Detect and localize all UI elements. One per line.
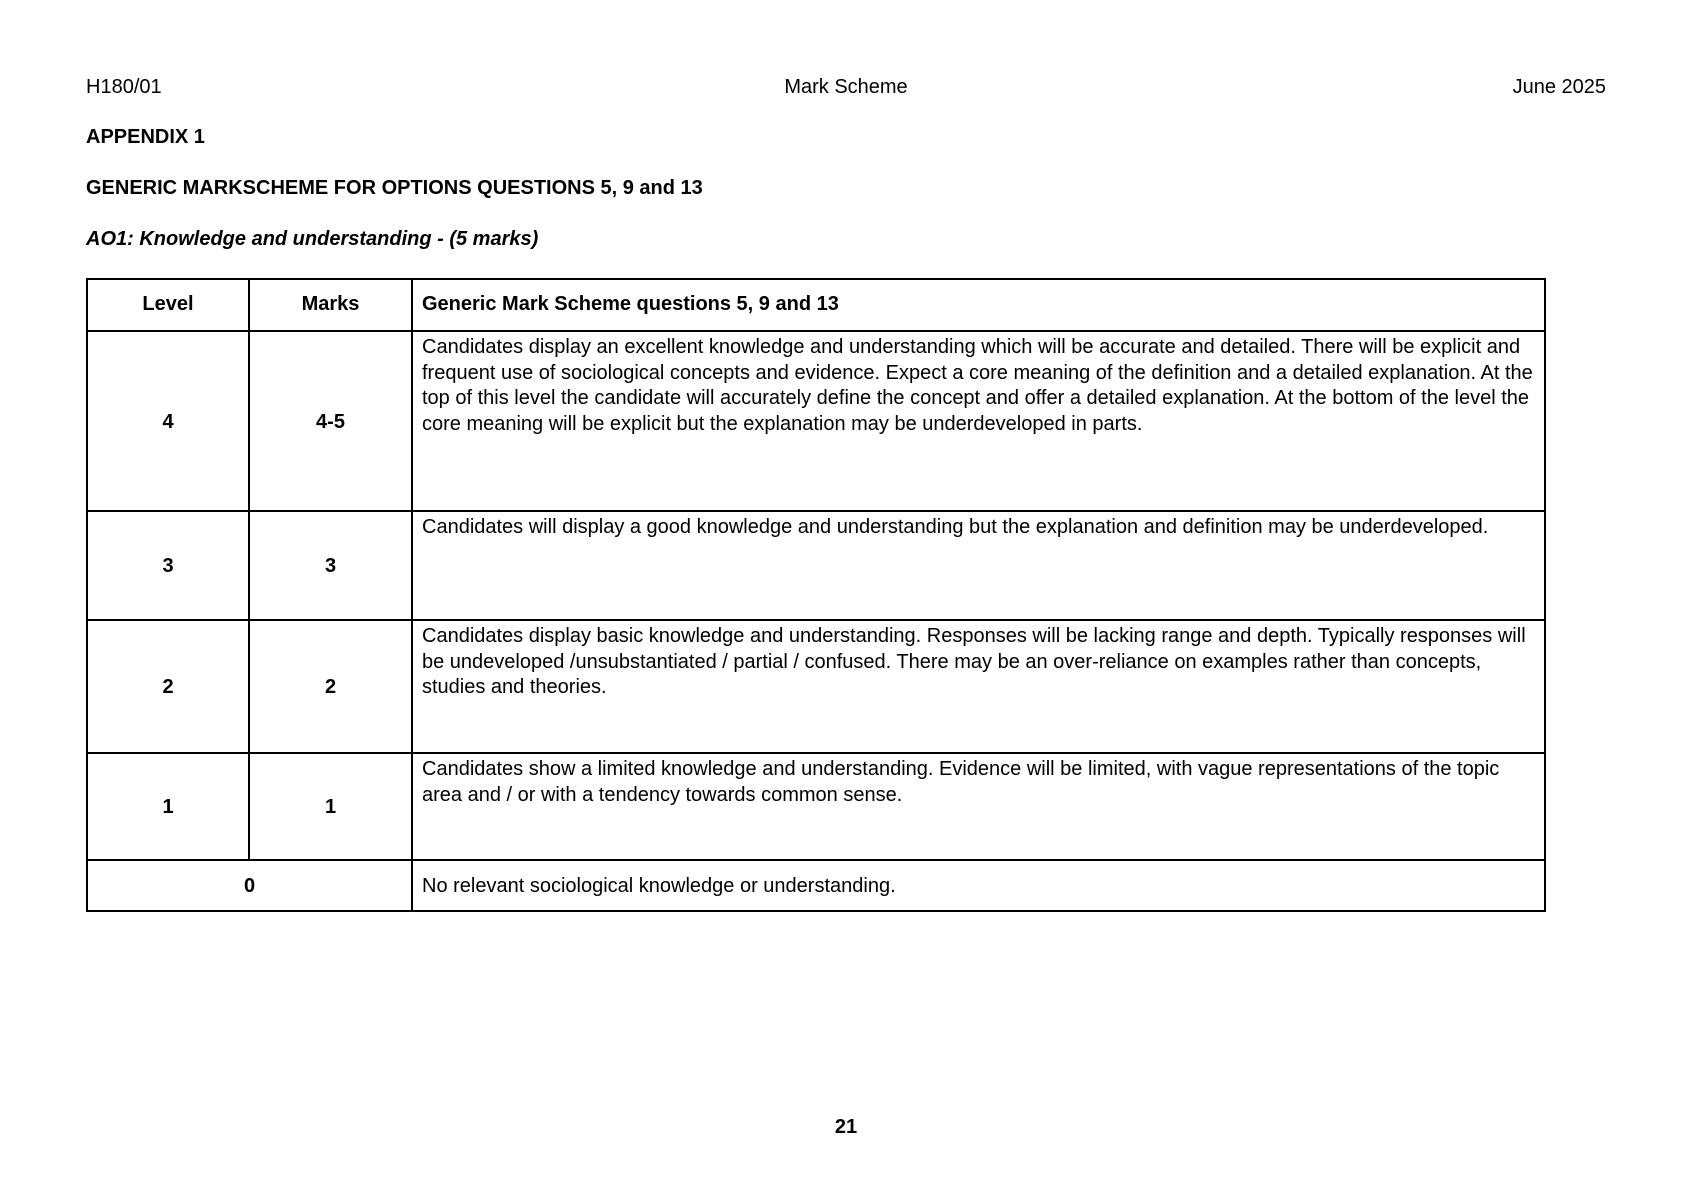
column-header: Level	[87, 279, 249, 331]
appendix-title: APPENDIX 1	[86, 126, 205, 148]
section-subheading: AO1: Knowledge and understanding - (5 marks)	[86, 228, 539, 250]
doc-code: H180/01	[86, 76, 162, 98]
doc-date: June 2025	[1512, 76, 1606, 98]
level-cell: 0	[87, 860, 412, 911]
table-header-row	[87, 279, 1545, 331]
doc-title: Mark Scheme	[784, 76, 908, 98]
table-row	[87, 620, 1545, 753]
marks-cell: 4-5	[249, 331, 412, 511]
table-row-zero	[87, 860, 1545, 911]
column-header: Generic Mark Scheme questions 5, 9 and 13	[412, 279, 1545, 331]
table-row	[87, 511, 1545, 620]
mark-scheme-table	[86, 278, 1546, 912]
table-row	[87, 753, 1545, 860]
level-cell: 3	[87, 511, 249, 620]
descriptor-cell: No relevant sociological knowledge or understanding.	[412, 860, 1545, 911]
page-number: 21	[834, 1116, 858, 1138]
level-cell: 2	[87, 620, 249, 753]
column-header: Marks	[249, 279, 412, 331]
marks-cell: 1	[249, 753, 412, 860]
descriptor-cell: Candidates show a limited knowledge and understanding. Evidence will be limited, with vague representations of the topic area and / or with a tendency towards common sense.	[412, 753, 1545, 860]
marks-cell: 3	[249, 511, 412, 620]
marks-cell: 2	[249, 620, 412, 753]
descriptor-cell: Candidates will display a good knowledge and understanding but the explanation and definition may be underdeveloped.	[412, 511, 1545, 620]
section-heading: GENERIC MARKSCHEME FOR OPTIONS QUESTIONS 5, 9 and 13	[86, 177, 703, 199]
descriptor-cell: Candidates display an excellent knowledge and understanding which will be accurate and detailed. There will be explicit and frequent use of sociological concepts and evidence. Expect a core meaning of the definition and a detailed explanation. At the top of this level the candidate will accurately define the concept and offer a detailed explanation. At the bottom of the level the core meaning will be explicit but the explanation may be underdeveloped in parts.	[412, 331, 1545, 511]
descriptor-cell: Candidates display basic knowledge and understanding. Responses will be lacking range and depth. Typically responses will be undeveloped /unsubstantiated / partial / confused. There may be an over-reliance on examples rather than concepts, studies and theories.	[412, 620, 1545, 753]
table-row	[87, 331, 1545, 511]
level-cell: 1	[87, 753, 249, 860]
level-cell: 4	[87, 331, 249, 511]
